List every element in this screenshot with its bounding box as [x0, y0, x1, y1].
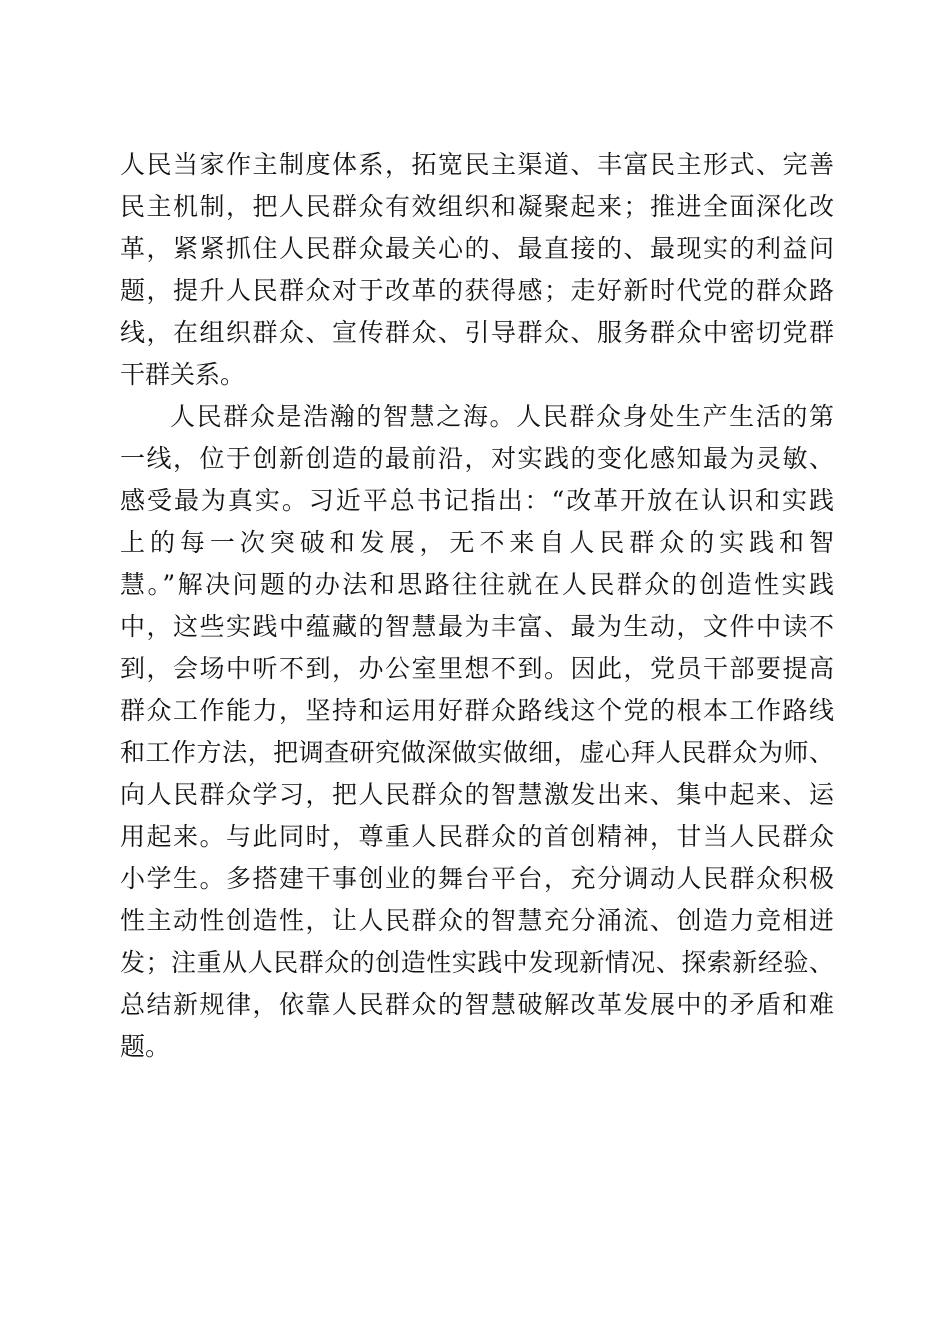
text-line: 向人民群众学习，把人民群众的智慧激发出来、集中起来、运 [120, 780, 834, 809]
text-line: 中，这些实践中蕴藏的智慧最为丰富、最为生动，文件中读不 [120, 612, 834, 641]
text-line: 革，紧紧抓住人民群众最关心的、最直接的、最现实的利益问 [120, 234, 834, 263]
text-line: 题，提升人民群众对于改革的获得感；走好新时代党的群众路 [120, 276, 834, 305]
text-line: 用起来。与此同时，尊重人民群众的首创精神，甘当人民群众 [120, 822, 834, 851]
text-line: 慧。”解决问题的办法和思路往往就在人民群众的创造性实践 [120, 570, 834, 599]
body-text [120, 144, 834, 1068]
text-line: 到，会场中听不到，办公室里想不到。因此，党员干部要提高 [120, 654, 834, 683]
text-line: 感受最为真实。习近平总书记指出：“改革开放在认识和实践 [120, 486, 834, 515]
text-line: 小学生。多搭建干事创业的舞台平台，充分调动人民群众积极 [120, 864, 834, 893]
text-line: 总结新规律，依靠人民群众的智慧破解改革发展中的矛盾和难 [120, 990, 834, 1019]
paragraph-2 [120, 396, 834, 1068]
text-line: 人民当家作主制度体系，拓宽民主渠道、丰富民主形式、完善 [120, 150, 834, 179]
text-line: 群众工作能力，坚持和运用好群众路线这个党的根本工作路线 [120, 696, 834, 725]
text-line: 和工作方法，把调查研究做深做实做细，虚心拜人民群众为师、 [120, 738, 834, 767]
text-line: 线，在组织群众、宣传群众、引导群众、服务群众中密切党群 [120, 318, 834, 347]
text-line: 民主机制，把人民群众有效组织和凝聚起来；推进全面深化改 [120, 192, 834, 221]
text-line: 题。 [120, 1032, 171, 1061]
text-line: 发；注重从人民群众的创造性实践中发现新情况、探索新经验、 [120, 948, 834, 977]
text-line: 上的每一次突破和发展，无不来自人民群众的实践和智 [120, 528, 834, 557]
text-line: 性主动性创造性，让人民群众的智慧充分涌流、创造力竞相迸 [120, 906, 834, 935]
text-line: 一线，位于创新创造的最前沿，对实践的变化感知最为灵敏、 [120, 444, 834, 473]
paragraph-1 [120, 144, 834, 396]
text-line: 干群关系。 [120, 360, 246, 389]
text-line: 人民群众是浩瀚的智慧之海。人民群众身处生产生活的第 [170, 402, 834, 431]
